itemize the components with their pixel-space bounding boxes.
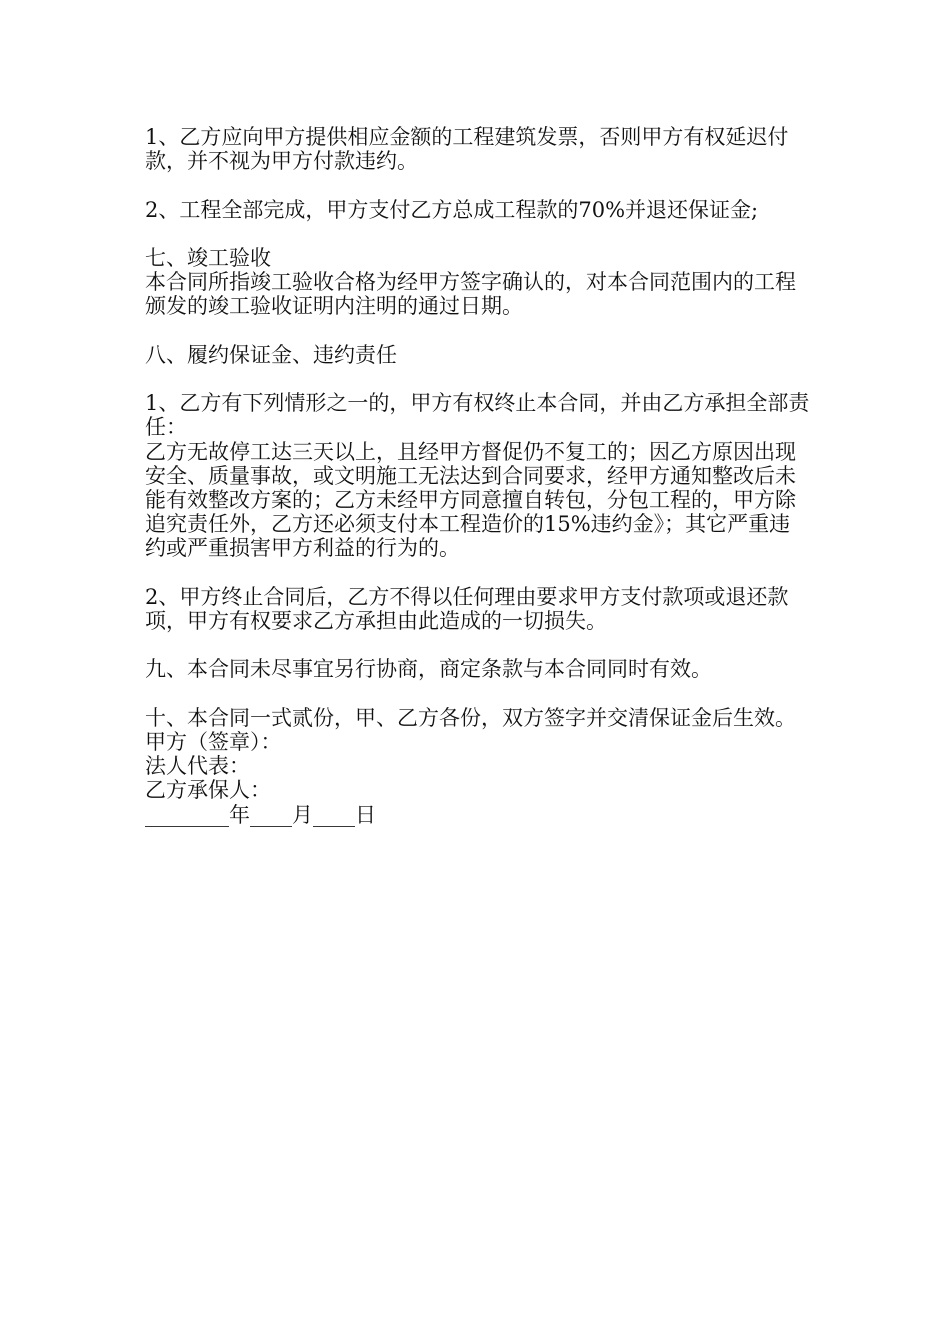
spacer: [145, 222, 810, 246]
section-8-clause-2: 2、甲方终止合同后，乙方不得以任何理由要求甲方支付款项或退还款项，甲方有权要求乙方承担由此造成的一切损失。: [145, 584, 789, 633]
spacer: [145, 561, 810, 585]
spacer: [145, 682, 810, 706]
section-9: 九、本合同未尽事宜另行协商，商定条款与本合同同时有效。: [145, 657, 712, 682]
section-10: 十、本合同一式贰份，甲、乙方各份，双方签字并交清保证金后生效。: [145, 705, 796, 730]
spacer: [145, 367, 810, 391]
signature-party-a: 甲方（签章）：: [145, 729, 282, 754]
clause-payment-invoice: 1、乙方应向甲方提供相应金额的工程建筑发票，否则甲方有权延迟付款，并不视为甲方付款违约。: [145, 125, 789, 174]
section-7-body: 本合同所指竣工验收合格为经甲方签字确认的，对本合同范围内的工程颁发的竣工验收证明内注明的通过日期。: [145, 270, 796, 319]
section-8-clause-1: 1、乙方有下列情形之一的，甲方有权终止本合同，并由乙方承担全部责任：: [145, 391, 810, 440]
clause-payment-completion: 2、工程全部完成，甲方支付乙方总成工程款的70%并退还保证金;: [145, 197, 759, 222]
section-8-clause-1-body: 乙方无故停工达三天以上，且经甲方督促仍不复工的；因乙方原因出现安全、质量事故，或文明施工无法达到合同要求，经甲方通知整改后未能有效整改方案的；乙方未经甲方同意擅自转包，分包工程的，甲方除追究责任外，乙方还必须支付本工程造价的15%违约金》；其它严重违约或严重损害甲方利益的行为的。: [145, 439, 796, 561]
section-8-title: 八、履约保证金、违约责任: [145, 342, 397, 367]
section-7-title: 七、竣工验收: [145, 245, 271, 270]
spacer: [145, 319, 810, 343]
signature-legal-rep: 法人代表：: [145, 754, 250, 779]
document-body: [145, 125, 810, 827]
spacer: [145, 173, 810, 197]
signature-party-b: 乙方承保人：: [145, 778, 271, 803]
signature-date-line: ________年____月____日: [145, 802, 376, 827]
spacer: [145, 633, 810, 657]
